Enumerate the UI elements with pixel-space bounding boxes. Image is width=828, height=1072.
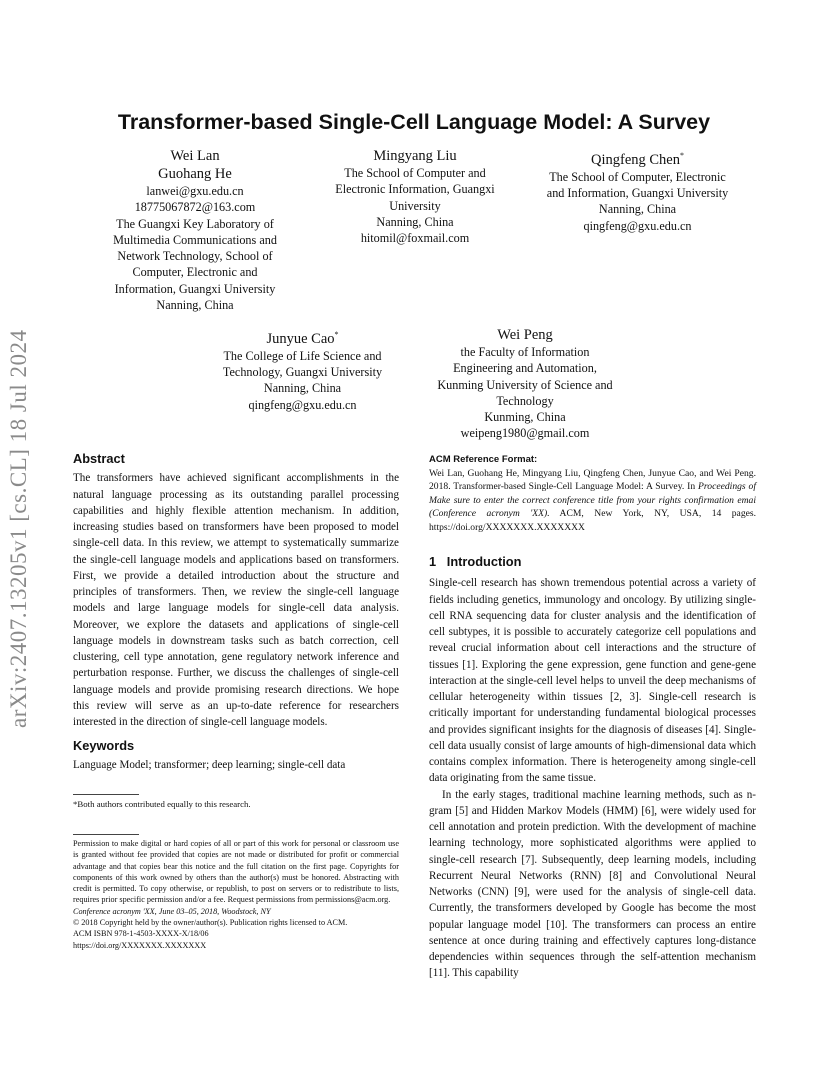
introduction-heading: 1 Introduction: [429, 554, 522, 569]
paper-title: Transformer-based Single-Cell Language Model: A Survey: [117, 110, 711, 134]
doi-line: https://doi.org/XXXXXXX.XXXXXXX: [73, 940, 207, 950]
permission-block: [73, 838, 399, 951]
author-line: and Information, Guangxi University: [546, 186, 729, 201]
isbn-line: ACM ISBN 978-1-4503-XXXX-X/18/06: [73, 929, 209, 939]
acm-reference-heading: ACM Reference Format:: [429, 454, 538, 465]
author-line: Kunming, China: [484, 410, 566, 425]
author-block-4: [200, 326, 405, 413]
author-line: Kunming University of Science and: [437, 377, 613, 392]
author-line: weipeng1980@gmail.com: [460, 426, 590, 441]
author-name: Guohang He: [158, 166, 232, 182]
author-line: 18775067872@163.com: [134, 200, 256, 215]
arxiv-stamp: arXiv:2407.13205v1 [cs.CL] 18 Jul 2024: [6, 329, 31, 728]
author-line: lanwei@gxu.edu.cn: [146, 184, 244, 198]
keywords-section: [73, 738, 399, 774]
author-line: Nanning, China: [598, 202, 677, 217]
author-line: The College of Life Science and: [223, 348, 382, 363]
intro-paragraph-1: Single-cell research has shown tremendous potential across a variety of fields including genetics, immunology and oncology. By utilizing single-cell RNA sequencing data for cluster analysis and the identification of cell subtypes, it is possible to accurately categorize cell populations and reveal crucial information about cell interactions and the structure of tissues [1]. Exploring the gene expression, gene function and gene-gene interaction at the single-cell level helps to unveil the deep mechanisms of cellular heterogeneity within tissues [2, 3]. Single-cell research is critically important for understanding fundamental biological processes and provides significant insights for the diagnosis of diseases [4]. Single-cell data usually consist of large amounts of high-dimensional data which contains complex information. There is heterogeneity among single-cell data originating from the same tissue.: [429, 577, 756, 785]
copyright-line: © 2018 Copyright held by the owner/author(s). Publication rights licensed to ACM.: [73, 918, 348, 928]
acm-reference: [429, 453, 756, 535]
abstract-text: The transformers have achieved significant accomplishments in the natural language processing as its outstanding parallel processing capabilities and highly flexible attention mechanism. In addition, increasing studies based on transformers have been proposed to model single-cell data. In this review, we attempt to systematically summarize the single-cell language models and applications based on transformers. First, we provide a detailed introduction about the structure and principles of transformers. Then, we review the single-cell language models and large language models for single-cell data analysis. Moreover, we explore the datasets and applications of single-cell language models in downstream tasks such as batch correction, cell clustering, cell type annotation, gene regulatory network inference and perturbation response. Further, we discuss the challenges of single-cell language models and provide promising research directions. We hope this review will serve as an up-to-date reference for researchers interested in the direction of single-cell language models.: [73, 472, 399, 728]
author-name: Wei Lan: [170, 148, 220, 164]
equal-contribution-mark: *: [334, 330, 339, 339]
author-line: Technology, Guangxi University: [222, 365, 383, 380]
equal-contribution-mark: *: [680, 151, 684, 160]
author-block-2: [310, 147, 520, 246]
author-line: The Guangxi Key Laboratory of: [116, 216, 274, 231]
conference-line: Conference acronym 'XX, June 03–05, 2018, Woodstock, NY: [73, 906, 271, 916]
author-block-1: [90, 147, 300, 313]
permission-text: Permission to make digital or hard copies of all or part of this work for personal or classroom use is granted without fee provided that copies are not made or distributed for profit or commercial advantage and that copies bear this notice and the full citation on the first page. Copyrights for components of this work owned by others than the author(s) must be honored. Abstracting with credit is permitted. To copy otherwise, or republish, to post on servers or to redistribute to lists, requires prior specific permission and/or a fee. Request permissions from permissions@acm.org.: [73, 839, 399, 905]
author-line: Technology: [496, 393, 554, 408]
author-name: Mingyang Liu: [373, 148, 457, 164]
author-name: Wei Peng: [497, 327, 553, 343]
author-line: qingfeng@gxu.edu.cn: [583, 218, 692, 233]
introduction-section: [429, 554, 756, 982]
author-block-3: [530, 147, 745, 234]
keywords-text: Language Model; transformer; deep learning; single-cell data: [73, 759, 346, 772]
author-line: Engineering and Automation,: [453, 361, 597, 376]
author-line: Network Technology, School of: [117, 249, 273, 264]
footnote: *Both authors contributed equally to this research.: [73, 799, 251, 809]
footnote-rule: [73, 794, 139, 795]
keywords-heading: Keywords: [73, 738, 135, 753]
author-line: the Faculty of Information: [460, 345, 590, 359]
author-line: qingfeng@gxu.edu.cn: [248, 397, 357, 412]
author-line: Computer, Electronic and: [132, 265, 258, 280]
author-line: Information, Guangxi University: [114, 281, 276, 296]
acm-reference-tail: ACM, New York, NY, USA, 14 pages. https://doi.org/XXXXXXX.XXXXXXX: [429, 508, 757, 533]
intro-paragraph-2: In the early stages, traditional machine learning methods, such as n-gram [5] and Hidden Markov Models (HMM) [6], were widely used for cell annotation and protein prediction. With the development of machine learning technology, more sophisticated algorithms were applied to single-cell research [7]. Subsequently, deep learning models, including Recurrent Neural Networks (RNN) [8] and Convolutional Neural Networks (CNN) [9], were used for the analysis of single-cell data. Currently, the transformers developed by Google has become the most popular language model [10]. The transformers can process an entire sentence at once during training and effectively captures long-distance dependencies within sequences through the self-attention mechanism [11]. This capability: [429, 788, 756, 980]
author-line: Nanning, China: [263, 381, 342, 396]
author-line: Nanning, China: [376, 214, 454, 229]
author-name: Qingfeng Chen: [591, 151, 680, 168]
author-line: Nanning, China: [156, 298, 234, 313]
author-line: Electronic Information, Guangxi: [335, 182, 495, 197]
acm-reference-venue: Proceedings of Make sure to enter the correct conference title from your rights confirmation emai (Conference acronym 'XX).: [429, 481, 756, 520]
author-block-5: [415, 326, 635, 442]
author-line: The School of Computer, Electronic: [549, 169, 726, 184]
abstract-heading: Abstract: [73, 451, 125, 466]
permission-rule: [73, 834, 139, 835]
author-line: Multimedia Communications and: [113, 232, 277, 247]
author-line: The School of Computer and: [344, 166, 486, 180]
author-line: hitomil@foxmail.com: [360, 231, 470, 246]
acm-reference-text: Wei Lan, Guohang He, Mingyang Liu, Qingfeng Chen, Junyue Cao, and Wei Peng. 2018. Transformer-based Single-Cell Language Model: A Survey. In: [429, 467, 756, 493]
author-name: Junyue Cao: [266, 330, 335, 347]
abstract-section: [73, 451, 399, 730]
author-line: University: [389, 198, 441, 213]
